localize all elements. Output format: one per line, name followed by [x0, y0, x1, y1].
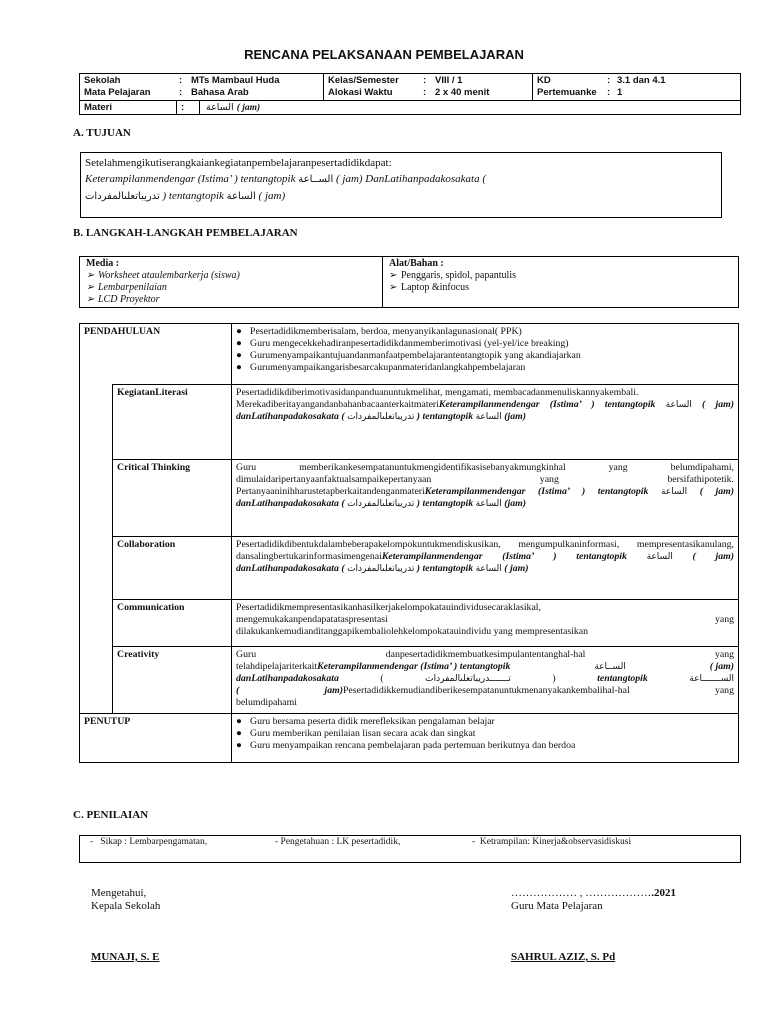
value-kelas: VIII / 1: [435, 75, 463, 86]
bullet-icon: ●: [236, 740, 242, 751]
mengetahui-label: Mengetahui,: [91, 887, 147, 899]
kepala-sekolah-label: Kepala Sekolah: [91, 900, 161, 912]
signature-right: [511, 887, 676, 913]
label-materi: Materi: [80, 101, 177, 114]
arrow-icon: ➢: [86, 294, 95, 305]
literasi-label: KegiatanLiterasi: [113, 385, 232, 460]
media-item: ➢ Worksheet ataulembarkerja (siswa): [86, 270, 240, 281]
value-kd: 3.1 dan 4.1: [617, 75, 666, 86]
communication-label: Communication: [113, 600, 232, 647]
header-col-class: Kelas/Semester : VIII / 1 Alokasi Waktu : 2 x 40 menit: [324, 74, 533, 101]
materi-row: Materi : الساعة ( jam): [80, 101, 741, 115]
bullet-icon: ●: [236, 716, 242, 727]
document-title: RENCANA PELAKSANAAN PEMBELAJARAN: [244, 47, 524, 62]
header-col-kd: KD : 3.1 dan 4.1 Pertemuanke : 1: [533, 74, 741, 101]
literasi-content: Pesertadidikdiberimotivasidanpanduanuntukmelihat, mengamati, membacadanmenuliskannyakembali. MerekadiberitayangandanbahanbacaanterkaitmateriKeterampilanmendengar (Istima’ ) tentangtopik الساعة ( jam) danLatihanpadakosakata ( تدريباتعلىالمفردات ) tentangtopik الساعة (jam): [232, 385, 739, 460]
section-a-heading: A. TUJUAN: [73, 127, 131, 139]
header-info-table: [79, 73, 741, 115]
creativity-label: Creativity: [113, 647, 232, 714]
tujuan-line3: تدريباتعلىالمفردات ) tentangtopik الساعة ( jam): [85, 190, 286, 202]
alat-label: Alat/Bahan :: [389, 258, 444, 269]
communication-content: Pesertadidikmempresentasikanhasilkerjakelompokatauindividusecaraklasikal, mengemukakanpendapatataspresentasi yang dilakukankemudianditanggapikembaliolehkelompokatauindividu yang mempresentasikan: [232, 600, 739, 647]
label-pertemuan: Pertemuanke: [537, 87, 597, 98]
alat-cell: [383, 257, 739, 308]
label-alokasi: Alokasi Waktu: [328, 87, 393, 98]
alat-item: ➢ Penggaris, spidol, papantulis: [389, 270, 516, 281]
activities-table: [79, 323, 739, 763]
tujuan-line1: Setelahmengikutiserangkaiankegiatanpembelajaranpesertadidikdapat:: [85, 157, 392, 169]
tujuan-line2: Keterampilanmendengar (Istima’ ) tentangtopik الســاعة ( jam) DanLatihanpadakosakata (: [85, 173, 486, 185]
arrow-icon: ➢: [86, 270, 95, 281]
guru-label: Guru Mata Pelajaran: [511, 900, 603, 912]
alat-item: ➢ Laptop &infocus: [389, 282, 470, 293]
section-b-heading: B. LANGKAH-LANGKAH PEMBELAJARAN: [73, 227, 298, 239]
media-label: Media :: [86, 258, 120, 269]
value-alokasi: 2 x 40 menit: [435, 87, 490, 98]
bullet-icon: ●: [236, 728, 242, 739]
signature-left: [91, 887, 160, 913]
pendahuluan-label: PENDAHULUAN: [80, 324, 232, 385]
penutup-content: ● Guru bersama peserta didik merefleksikan pengalaman belajar ● Guru memberikan penilaian lisan secara acak dan singkat ● Guru menyampaikan rencana pembelajaran pada pertemuan berikutnya dan berdoa: [232, 714, 739, 763]
tujuan-box: [80, 152, 722, 218]
right-signatory-name: SAHRUL AZIZ, S. Pd: [511, 951, 616, 963]
bullet-icon: ●: [236, 326, 242, 337]
pendahuluan-content: ● Pesertadidikmemberisalam, berdoa, menyanyikanlagunasional( PPK) ● Guru mengecekkehadiranpesertadidikdanmemberimotivasi (yel-yel/ice breaking) ● Gurumenyampaikantujuandanmanfaatpembelajarantentangtopik yang akandiajarkan ● Gurumenyampaikangarisbesarcakupanmateridanlangkahpembelajaran: [232, 324, 739, 385]
penilaian-keterampilan: - Ketrampilan: Kinerja&observasidiskusi: [472, 837, 632, 847]
left-signatory-name: MUNAJI, S. E: [91, 951, 160, 963]
media-cell: [80, 257, 383, 308]
value-pertemuan: 1: [617, 87, 623, 98]
creativity-content: Guru danpesertadidikmembuatkesimpulantentanghal-hal yang telahdipelajariterkaitKeterampilanmendengar (Istima’ ) tentangtopik الســاعة ( jam) danLatihanpadakosakata ( تـــــــدريباتعلىالمفردات ) tentangtopik الســـــــاعة ( jam)Pesertadidikkemudiandiberikesempatanuntukmenanyakankembalihal-hal yang belumdipahami: [232, 647, 739, 714]
collaboration-content: Pesertadidikdibentukdalambeberapakelompokuntukmendiskusikan, mengumpulkaninformasi, mempresentasikanulang, dansalingbertukarinformasimengenaiKeterampilanmendengar (Istima’ ) tentangtopik الساعة ( jam) danLatihanpadakosakata ( تدريباتعلىالمفردات ) tentangtopik الساعة ( jam): [232, 537, 739, 600]
media-table: [79, 256, 739, 308]
arrow-icon: ➢: [86, 282, 95, 293]
label-mapel: Mata Pelajaran: [84, 87, 151, 98]
section-c-heading: C. PENILAIAN: [73, 809, 149, 821]
date-line: ……………… , ……………….2021: [511, 887, 676, 899]
label-sekolah: Sekolah: [84, 75, 121, 86]
penilaian-box: [79, 835, 741, 863]
critical-content: Guru memberikankesempatanuntukmengidentifikasisebanyakmungkinhal yang belumdipahami, dimulaidaripertanyaanfaktualsampaikepertanyaan yang bersifathipotetik. PertanyaaninihharustetapberkaitandenganmateriKeterampilanmendengar (Istima’ ) tentangtopik الساعة ( jam) danLatihanpadakosakata ( تدريباتعلىالمفردات ) tentangtopik الساعة (jam): [232, 460, 739, 537]
header-col-school: Sekolah : MTs Mambaul Huda Mata Pelajaran : Bahasa Arab: [80, 74, 324, 101]
value-sekolah: MTs Mambaul Huda: [191, 75, 280, 86]
penilaian-sikap: - Sikap : Lembarpengamatan,: [90, 837, 208, 847]
penutup-label: PENUTUP: [80, 714, 232, 763]
arrow-icon: ➢: [389, 270, 398, 281]
critical-label: Critical Thinking: [113, 460, 232, 537]
arrow-icon: ➢: [389, 282, 398, 293]
media-item: ➢ LCD Proyektor: [86, 294, 160, 305]
bullet-icon: ●: [236, 350, 242, 361]
collaboration-label: Collaboration: [113, 537, 232, 600]
label-kelas: Kelas/Semester: [328, 75, 399, 86]
penilaian-pengetahuan: - Pengetahuan : LK pesertadidik,: [275, 837, 401, 847]
label-kd: KD: [537, 75, 551, 86]
bullet-icon: ●: [236, 362, 242, 373]
bullet-icon: ●: [236, 338, 242, 349]
value-mapel: Bahasa Arab: [191, 87, 249, 98]
media-item: ➢ Lembarpenilaian: [86, 282, 167, 293]
value-materi: الساعة ( jam): [206, 102, 261, 113]
